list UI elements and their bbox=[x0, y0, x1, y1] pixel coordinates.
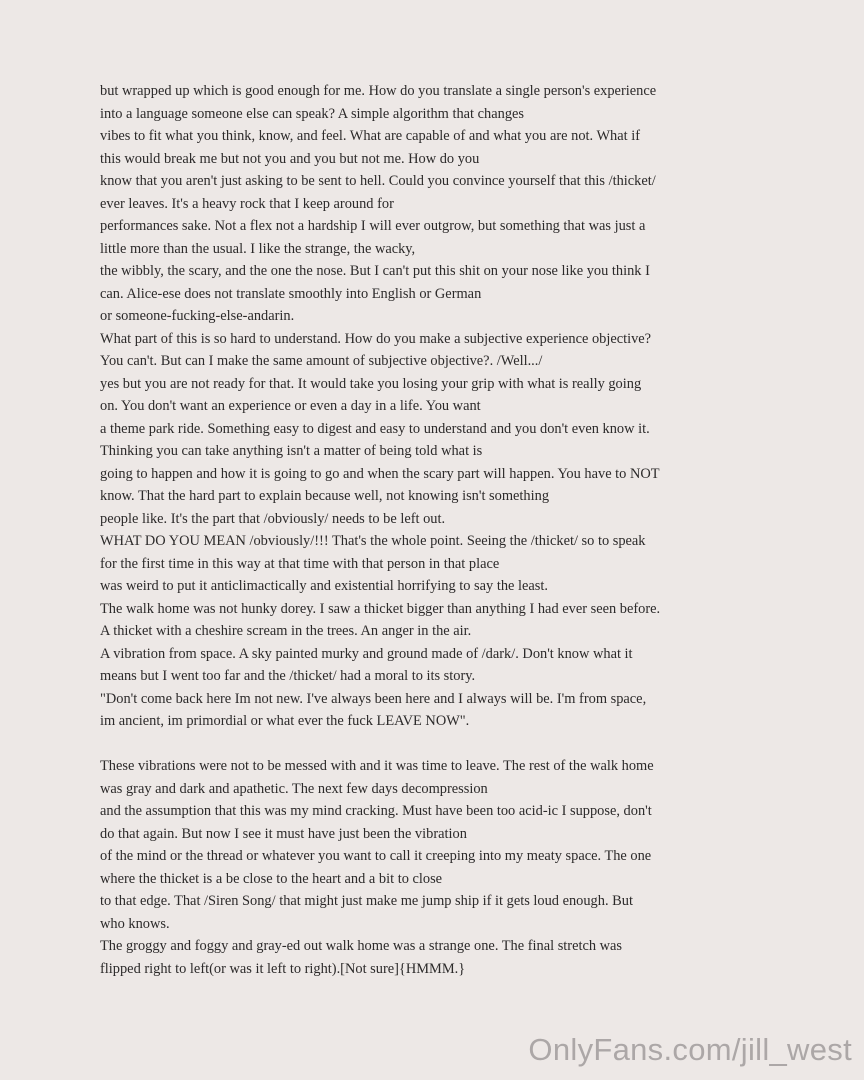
paragraph-gap bbox=[100, 733, 780, 756]
text-line: of the mind or the thread or whatever you want to call it creeping into my meaty space. The one bbox=[100, 848, 652, 864]
text-line: was gray and dark and apathetic. The next few days decompression bbox=[100, 780, 488, 797]
text-line: people like. It's the part that /obviously/ needs to be left out. bbox=[100, 510, 446, 527]
text-line: know. That the hard part to explain because well, not knowing isn't something bbox=[100, 488, 550, 504]
text-line: was weird to put it anticlimactically and existential horrifying to say the least. bbox=[100, 578, 548, 594]
text-line: do that again. But now I see it must have just been the vibration bbox=[100, 825, 467, 842]
text-line: performances sake. Not a flex not a hardship I will ever outgrow, but something that was just a bbox=[100, 218, 646, 234]
text-line: The walk home was not hunky dorey. I saw a thicket bigger than anything I had ever seen before. bbox=[100, 600, 661, 617]
text-line: but wrapped up which is good enough for me. How do you translate a single person's experience bbox=[100, 83, 657, 99]
text-line: WHAT DO YOU MEAN /obviously/!!! That's the whole point. Seeing the /thicket/ so to speak bbox=[100, 533, 646, 549]
text-line: into a language someone else can speak? A simple algorithm that changes bbox=[100, 105, 524, 122]
text-line: on. You don't want an experience or even a day in a life. You want bbox=[100, 398, 481, 414]
text-line: can. Alice-ese does not translate smoothly into English or German bbox=[100, 285, 482, 302]
text-line: for the first time in this way at that time with that person in that place bbox=[100, 555, 500, 572]
text-line: You can't. But can I make the same amount of subjective objective?. /Well.../ bbox=[100, 353, 543, 369]
text-line: where the thicket is a be close to the heart and a bit to close bbox=[100, 870, 443, 887]
text-line: and the assumption that this was my mind cracking. Must have been too acid-ic I suppose, don't bbox=[100, 803, 652, 819]
text-line: a theme park ride. Something easy to digest and easy to understand and you don't even know it. bbox=[100, 420, 650, 437]
text-line: yes but you are not ready for that. It would take you losing your grip with what is really going bbox=[100, 375, 642, 392]
text-line: know that you aren't just asking to be sent to hell. Could you convince yourself that this /thicket/ bbox=[100, 173, 656, 189]
text-line: A vibration from space. A sky painted murky and ground made of /dark/. Don't know what it bbox=[100, 645, 633, 662]
text-line: little more than the usual. I like the strange, the wacky, bbox=[100, 240, 416, 257]
text-line: or someone-fucking-else-andarin. bbox=[100, 308, 295, 324]
text-line: ever leaves. It's a heavy rock that I keep around for bbox=[100, 195, 394, 212]
text-line: im ancient, im primordial or what ever the fuck LEAVE NOW". bbox=[100, 713, 470, 729]
text-line: means but I went too far and the /thicket/ had a moral to its story. bbox=[100, 668, 476, 684]
text-line: the wibbly, the scary, and the one the nose. But I can't put this shit on your nose like you think I bbox=[100, 263, 650, 279]
text-line: flipped right to left(or was it left to right).[Not sure]{HMMM.} bbox=[100, 960, 466, 977]
text-line: "Don't come back here Im not new. I've always been here and I always will be. I'm from space, bbox=[100, 690, 647, 707]
text-line: The groggy and foggy and gray-ed out walk home was a strange one. The final stretch was bbox=[100, 938, 623, 954]
text-line: A thicket with a cheshire scream in the trees. An anger in the air. bbox=[100, 623, 472, 639]
text-line: going to happen and how it is going to go and when the scary part will happen. You have to NOT bbox=[100, 465, 660, 482]
document-body bbox=[100, 80, 780, 980]
text-line: vibes to fit what you think, know, and feel. What are capable of and what you are not. What if bbox=[100, 128, 641, 144]
text-line: Thinking you can take anything isn't a matter of being told what is bbox=[100, 443, 483, 459]
text-line: to that edge. That /Siren Song/ that might just make me jump ship if it gets loud enough. But bbox=[100, 893, 633, 909]
text-line: who knows. bbox=[100, 915, 170, 932]
text-line: What part of this is so hard to understand. How do you make a subjective experience objective? bbox=[100, 330, 652, 347]
text-line: this would break me but not you and you but not me. How do you bbox=[100, 150, 480, 167]
text-line: These vibrations were not to be messed with and it was time to leave. The rest of the walk home bbox=[100, 758, 654, 774]
watermark-text: OnlyFans.com/jill_west bbox=[528, 1032, 852, 1067]
